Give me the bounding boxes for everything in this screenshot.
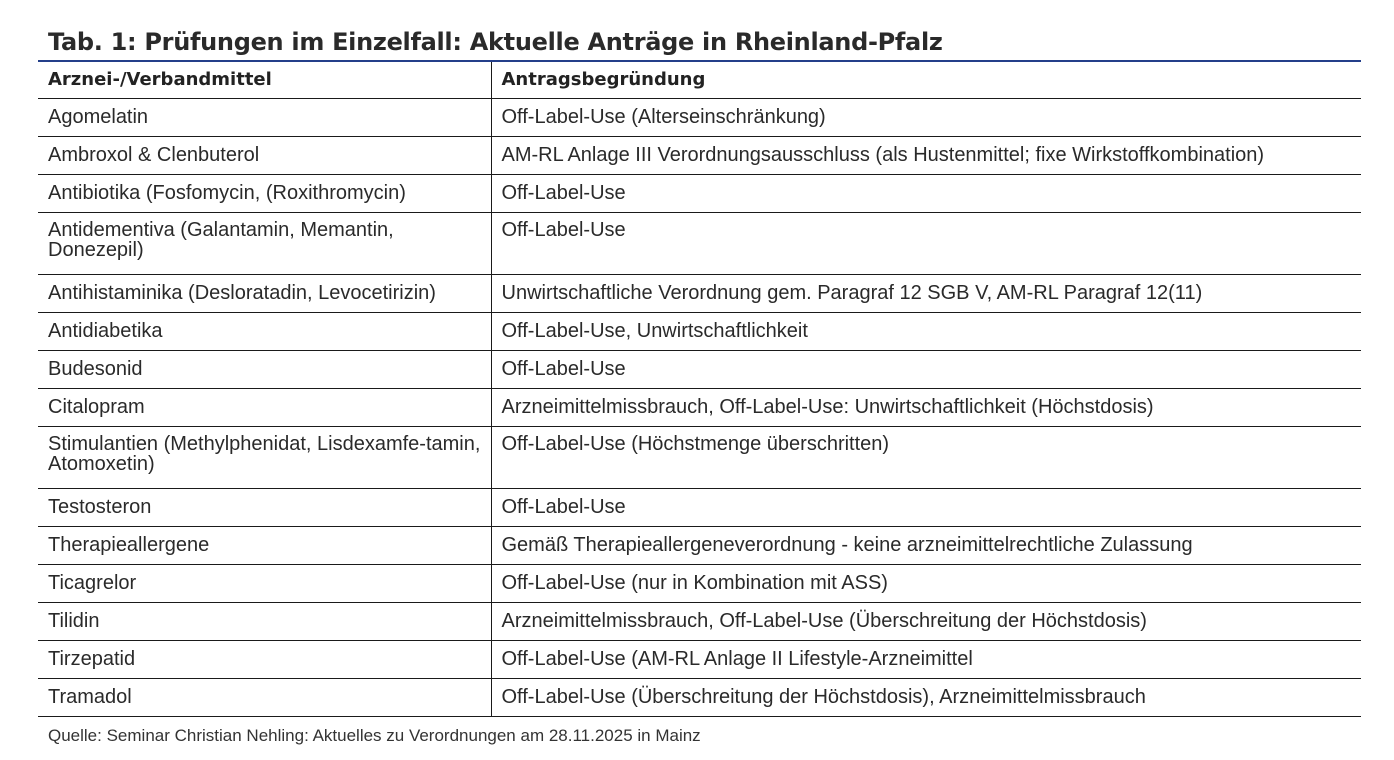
reason-cell: Arzneimittelmissbrauch, Off-Label-Use (Überschreitung der Höchstdosis) — [491, 603, 1361, 641]
drug-cell: Budesonid — [38, 351, 491, 389]
drug-cell: Ticagrelor — [38, 565, 491, 603]
table-row — [38, 565, 1361, 603]
table-row — [38, 679, 1361, 717]
reason-cell: Off-Label-Use (nur in Kombination mit ASS) — [491, 565, 1361, 603]
reason-cell: Arzneimittelmissbrauch, Off-Label-Use: Unwirtschaftlichkeit (Höchstdosis) — [491, 389, 1361, 427]
drug-cell: Stimulantien (Methylphenidat, Lisdexamfe-tamin, Atomoxetin) — [38, 427, 491, 489]
reason-cell: Off-Label-Use, Unwirtschaftlichkeit — [491, 313, 1361, 351]
table-row — [38, 489, 1361, 527]
table-row — [38, 313, 1361, 351]
table-row — [38, 351, 1361, 389]
reason-cell: Off-Label-Use — [491, 175, 1361, 213]
reason-cell: Off-Label-Use (AM-RL Anlage II Lifestyle-Arzneimittel — [491, 641, 1361, 679]
reason-cell: Off-Label-Use (Höchstmenge überschritten) — [491, 427, 1361, 489]
column-header-reason: Antragsbegründung — [491, 61, 1361, 99]
drug-cell: Antidiabetika — [38, 313, 491, 351]
drug-cell: Tramadol — [38, 679, 491, 717]
table-row — [38, 275, 1361, 313]
table-row — [38, 175, 1361, 213]
table-row — [38, 213, 1361, 275]
table-container — [38, 24, 1361, 747]
drug-cell: Tirzepatid — [38, 641, 491, 679]
table-row — [38, 527, 1361, 565]
reason-cell: Off-Label-Use — [491, 351, 1361, 389]
reason-cell: Unwirtschaftliche Verordnung gem. Paragraf 12 SGB V, AM-RL Paragraf 12(11) — [491, 275, 1361, 313]
header-row — [38, 61, 1361, 99]
table-row — [38, 427, 1361, 489]
drug-cell: Citalopram — [38, 389, 491, 427]
table-row — [38, 641, 1361, 679]
drug-cell: Agomelatin — [38, 99, 491, 137]
drug-cell: Therapieallergene — [38, 527, 491, 565]
table-row — [38, 99, 1361, 137]
source-note: Quelle: Seminar Christian Nehling: Aktuelles zu Verordnungen am 28.11.2025 in Mainz — [48, 726, 701, 745]
drug-cell: Ambroxol & Clenbuterol — [38, 137, 491, 175]
drug-cell: Antihistaminika (Desloratadin, Levocetirizin) — [38, 275, 491, 313]
reason-cell: Gemäß Therapieallergeneverordnung - keine arzneimittelrechtliche Zulassung — [491, 527, 1361, 565]
reason-cell: Off-Label-Use — [491, 489, 1361, 527]
reason-cell: Off-Label-Use (Überschreitung der Höchstdosis), Arzneimittelmissbrauch — [491, 679, 1361, 717]
table-row — [38, 137, 1361, 175]
table-row — [38, 389, 1361, 427]
reason-cell: Off-Label-Use (Alterseinschränkung) — [491, 99, 1361, 137]
drug-cell: Antibiotika (Fosfomycin, (Roxithromycin) — [38, 175, 491, 213]
drug-cell: Tilidin — [38, 603, 491, 641]
data-table — [38, 60, 1361, 717]
reason-cell: Off-Label-Use — [491, 213, 1361, 275]
column-header-drug: Arznei-/Verbandmittel — [38, 61, 491, 99]
table-row — [38, 603, 1361, 641]
table-title: Tab. 1: Prüfungen im Einzelfall: Aktuelle Anträge in Rheinland-Pfalz — [48, 28, 943, 56]
drug-cell: Antidementiva (Galantamin, Memantin, Donezepil) — [38, 213, 491, 275]
drug-cell: Testosteron — [38, 489, 491, 527]
reason-cell: AM-RL Anlage III Verordnungsausschluss (als Hustenmittel; fixe Wirkstoffkombination) — [491, 137, 1361, 175]
